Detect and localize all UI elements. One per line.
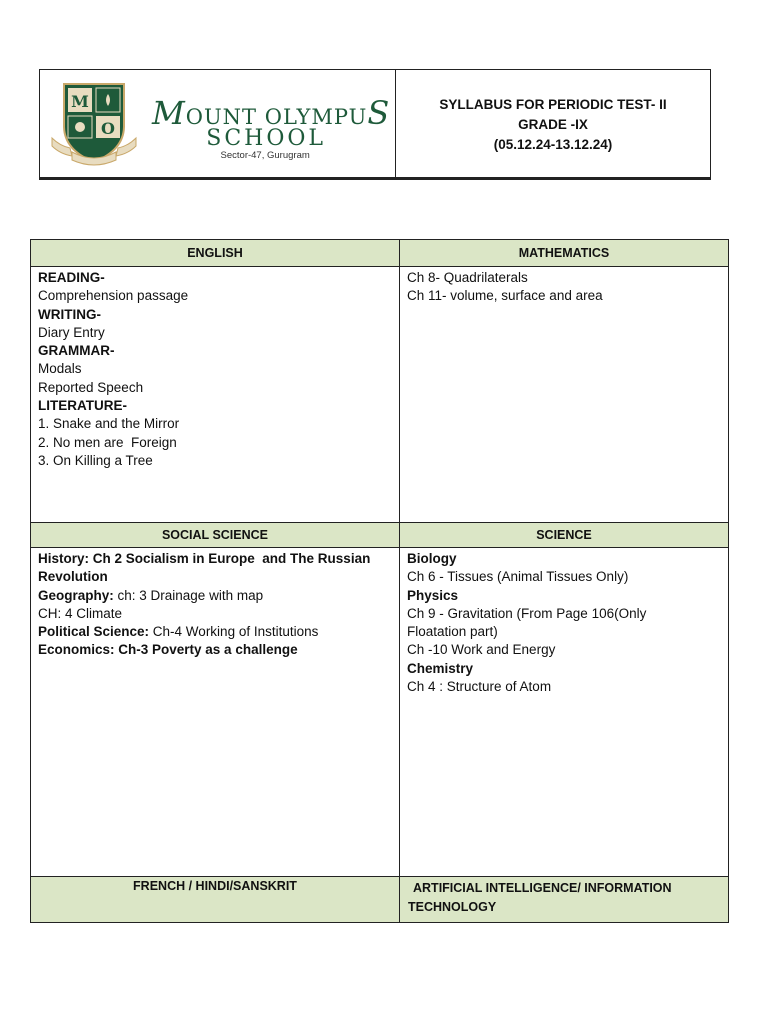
social-science-content (31, 548, 399, 876)
mathematics-header: MATHEMATICS (400, 240, 728, 266)
syllabus-line-bold: Physics (407, 587, 459, 603)
syllabus-line (38, 360, 392, 378)
syllabus-line-text: 2. No men are Foreign (38, 434, 177, 450)
syllabus-line (38, 434, 392, 452)
school-name-final: S (367, 94, 391, 132)
syllabus-line-text: Comprehension passage (38, 288, 189, 304)
ai-it-header-line2: TECHNOLOGY (408, 900, 497, 914)
syllabus-line (407, 287, 721, 305)
school-name-initial: M (152, 94, 186, 132)
syllabus-line-bold: Political Science: (38, 624, 150, 640)
syllabus-line (38, 568, 392, 586)
syllabus-line (38, 415, 392, 433)
syllabus-line-text: Reported Speech (38, 379, 144, 395)
school-logo-area (40, 70, 396, 177)
syllabus-line-text: Ch 6 - Tissues (Animal Tissues Only) (407, 569, 629, 585)
syllabus-line (38, 342, 392, 360)
syllabus-line (38, 269, 392, 287)
school-name-rest: OUNT OLYMPU (185, 105, 368, 129)
header-box (39, 69, 711, 180)
syllabus-line-text: CH: 4 Climate (38, 605, 123, 621)
english-header: ENGLISH (31, 240, 399, 266)
syllabus-line (38, 306, 392, 324)
syllabus-line-text: Ch 9 - Gravitation (From Page 106(Only (407, 605, 647, 621)
syllabus-line (407, 568, 721, 586)
social-science-header: SOCIAL SCIENCE (31, 523, 399, 547)
syllabus-line-bold: LITERATURE- (38, 398, 127, 414)
syllabus-line (38, 324, 392, 342)
syllabus-line-bold: Economics: Ch-3 Poverty as a challenge (38, 642, 298, 658)
syllabus-line (407, 623, 721, 641)
science-content (400, 548, 728, 876)
school-crest-icon (50, 80, 138, 168)
syllabus-line (38, 587, 392, 605)
syllabus-line-bold: Geography: (38, 587, 114, 603)
english-content (31, 267, 399, 522)
syllabus-line (38, 550, 392, 568)
syllabus-title-block (396, 70, 710, 177)
syllabus-line (38, 605, 392, 623)
ai-it-header-line1: ARTIFICIAL INTELLIGENCE/ INFORMATION (413, 881, 672, 895)
syllabus-line (38, 397, 392, 415)
syllabus-line-text: Ch 4 : Structure of Atom (407, 679, 552, 695)
school-address: Sector-47, Gurugram (220, 150, 310, 161)
crest-letter-m: M (71, 92, 89, 111)
syllabus-line-text: 1. Snake and the Mirror (38, 416, 180, 432)
ai-it-header (400, 877, 728, 922)
syllabus-line (407, 269, 721, 287)
syllabus-title: SYLLABUS FOR PERIODIC TEST- II (439, 96, 667, 112)
syllabus-line-bold: Revolution (38, 569, 108, 585)
grade-label: GRADE -IX (518, 116, 588, 132)
syllabus-line-bold: READING- (38, 270, 105, 285)
syllabus-line (407, 587, 721, 605)
syllabus-line (38, 287, 392, 305)
syllabus-table (30, 239, 729, 923)
syllabus-line-text: Floatation part) (407, 624, 498, 640)
syllabus-line-bold: Chemistry (407, 660, 474, 676)
syllabus-line-text: Ch-4 Working of Institutions (149, 624, 319, 640)
syllabus-line (407, 641, 721, 659)
test-dates: (05.12.24-13.12.24) (493, 136, 613, 152)
syllabus-line (38, 452, 392, 470)
syllabus-line-text: Modals (38, 361, 82, 377)
syllabus-line (407, 605, 721, 623)
syllabus-line-bold: WRITING- (38, 306, 101, 322)
syllabus-line (407, 550, 721, 568)
syllabus-line (38, 641, 392, 659)
syllabus-line-text: Diary Entry (38, 324, 105, 340)
syllabus-line (407, 678, 721, 696)
syllabus-line-text: Ch 11- volume, surface and area (407, 288, 603, 304)
syllabus-line-bold: Biology (407, 551, 457, 566)
mathematics-content (400, 267, 728, 522)
syllabus-line-text: ch: 3 Drainage with map (113, 587, 264, 603)
science-header: SCIENCE (400, 523, 728, 547)
languages-header: FRENCH / HINDI/SANSKRIT (31, 877, 399, 922)
syllabus-line-text: Ch 8- Quadrilaterals (407, 270, 528, 285)
syllabus-line (38, 623, 392, 641)
school-name-line2: SCHOOL (206, 126, 327, 151)
school-name (152, 94, 390, 161)
syllabus-line-bold: History: Ch 2 Socialism in Europe and The Russian (38, 551, 371, 566)
syllabus-line-bold: GRAMMAR- (38, 343, 115, 359)
syllabus-line-text: 3. On Killing a Tree (38, 452, 153, 468)
syllabus-line (38, 379, 392, 397)
crest-letter-o: O (101, 119, 115, 138)
syllabus-line (407, 660, 721, 678)
syllabus-line-text: Ch -10 Work and Energy (407, 642, 556, 658)
